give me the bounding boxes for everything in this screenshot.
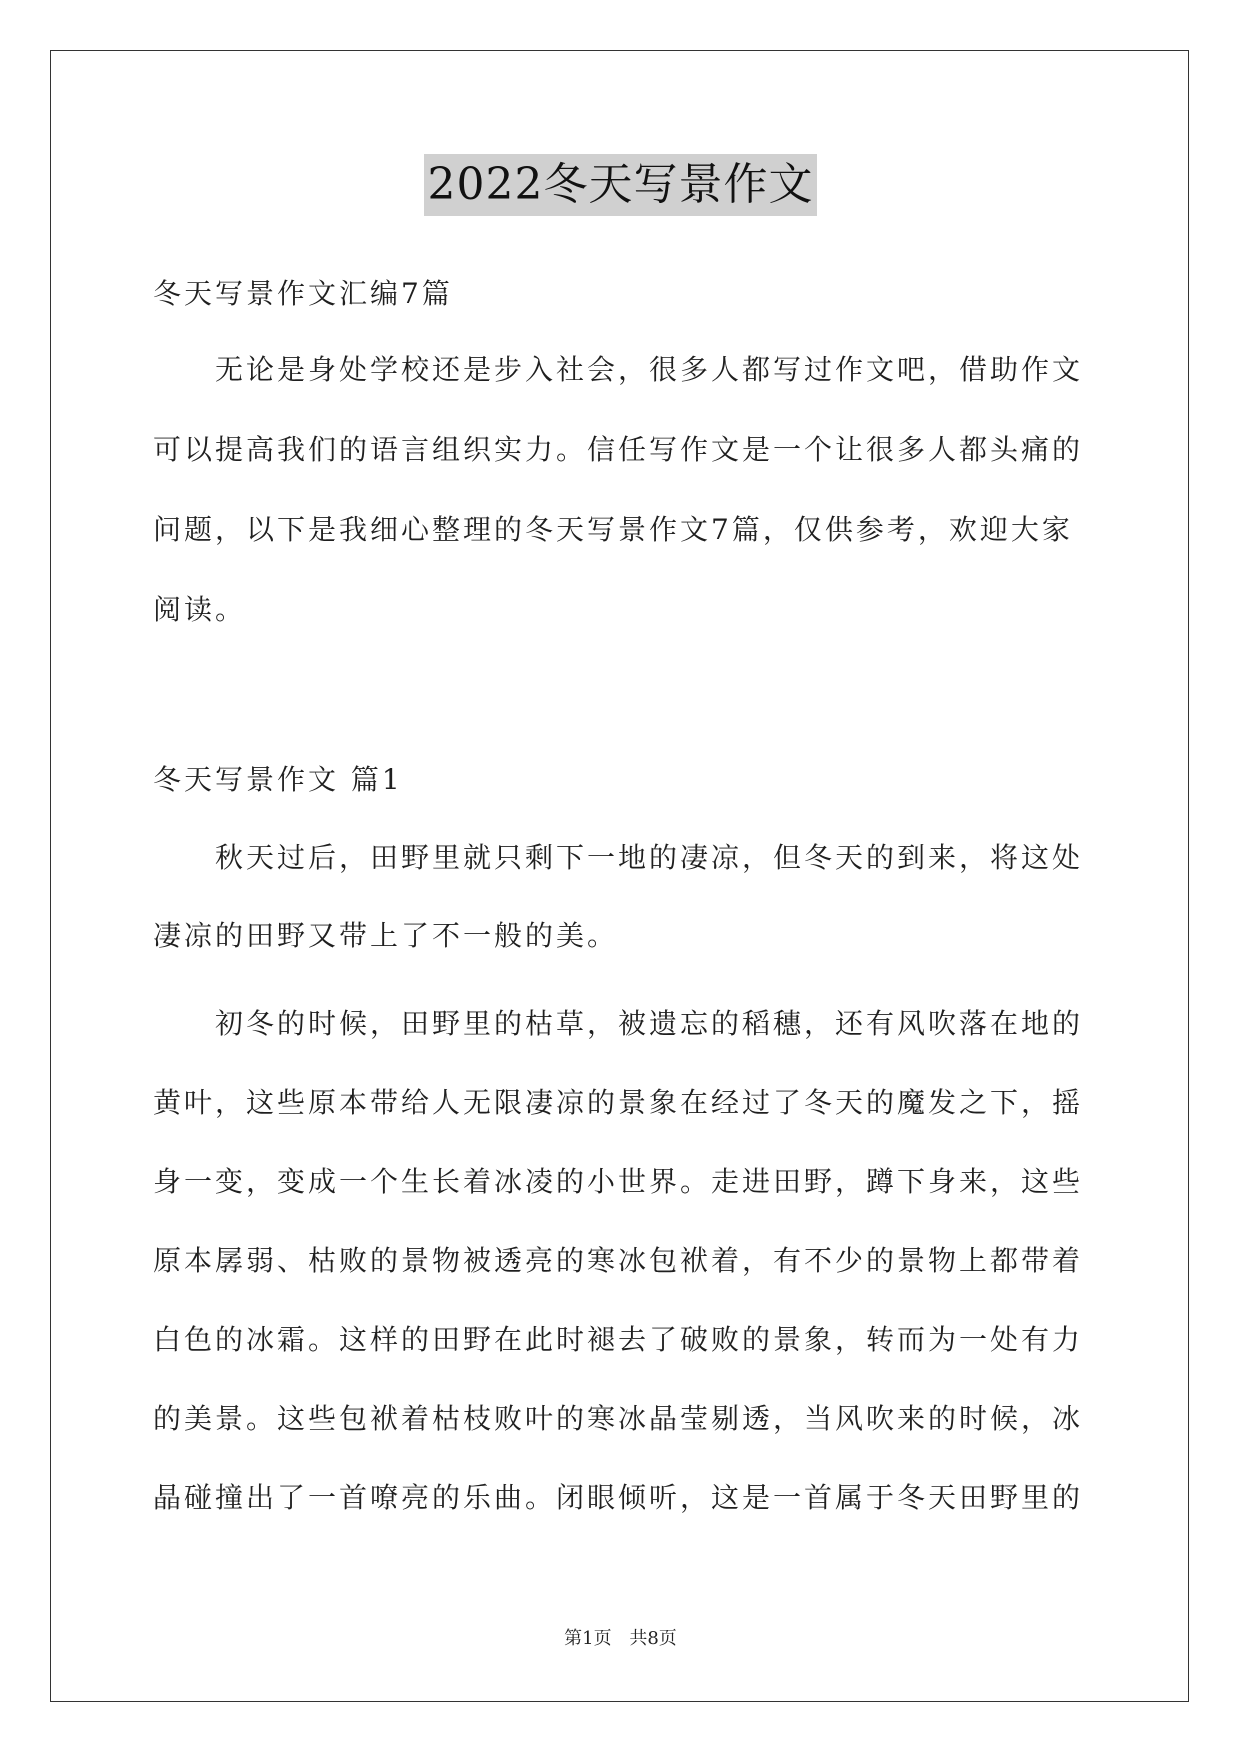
- page-total: 共8页: [629, 1628, 677, 1649]
- paragraph-line: 秋天过后，田野里就只剩下一地的凄凉，但冬天的到来，将这处: [153, 841, 1084, 874]
- intro-line: 无论是身处学校还是步入社会，很多人都写过作文吧，借助作文: [153, 353, 1084, 386]
- paragraph-line: 黄叶，这些原本带给人无限凄凉的景象在经过了冬天的魔发之下，摇: [153, 1086, 1084, 1119]
- subtitle: 冬天写景作文汇编7篇: [153, 277, 453, 310]
- title-area: [0, 154, 1241, 216]
- paragraph-line: 的美景。这些包袱着枯枝败叶的寒冰晶莹剔透，当风吹来的时候，冰: [153, 1402, 1084, 1435]
- paragraph-line: 初冬的时候，田野里的枯草，被遗忘的稻穗，还有风吹落在地的: [153, 1007, 1084, 1040]
- document-title: 2022冬天写景作文: [424, 154, 818, 216]
- paragraph-line: 原本孱弱、枯败的景物被透亮的寒冰包袱着，有不少的景物上都带着: [153, 1244, 1084, 1277]
- intro-line: 可以提高我们的语言组织实力。信任写作文是一个让很多人都头痛的: [153, 433, 1084, 466]
- paragraph-line: 白色的冰霜。这样的田野在此时褪去了破败的景象，转而为一处有力: [153, 1323, 1084, 1356]
- page-footer: [0, 1624, 1241, 1650]
- intro-line: 问题，以下是我细心整理的冬天写景作文7篇，仅供参考，欢迎大家: [153, 513, 1073, 546]
- intro-line: 阅读。: [153, 593, 247, 626]
- page-number: 第1页: [564, 1628, 612, 1649]
- paragraph-line: 身一变，变成一个生长着冰凌的小世界。走进田野，蹲下身来，这些: [153, 1165, 1084, 1198]
- paragraph-line: 凄凉的田野又带上了不一般的美。: [153, 919, 619, 952]
- paragraph-line: 晶碰撞出了一首嘹亮的乐曲。闭眼倾听，这是一首属于冬天田野里的: [153, 1481, 1084, 1514]
- section-heading: 冬天写景作文 篇1: [153, 763, 403, 796]
